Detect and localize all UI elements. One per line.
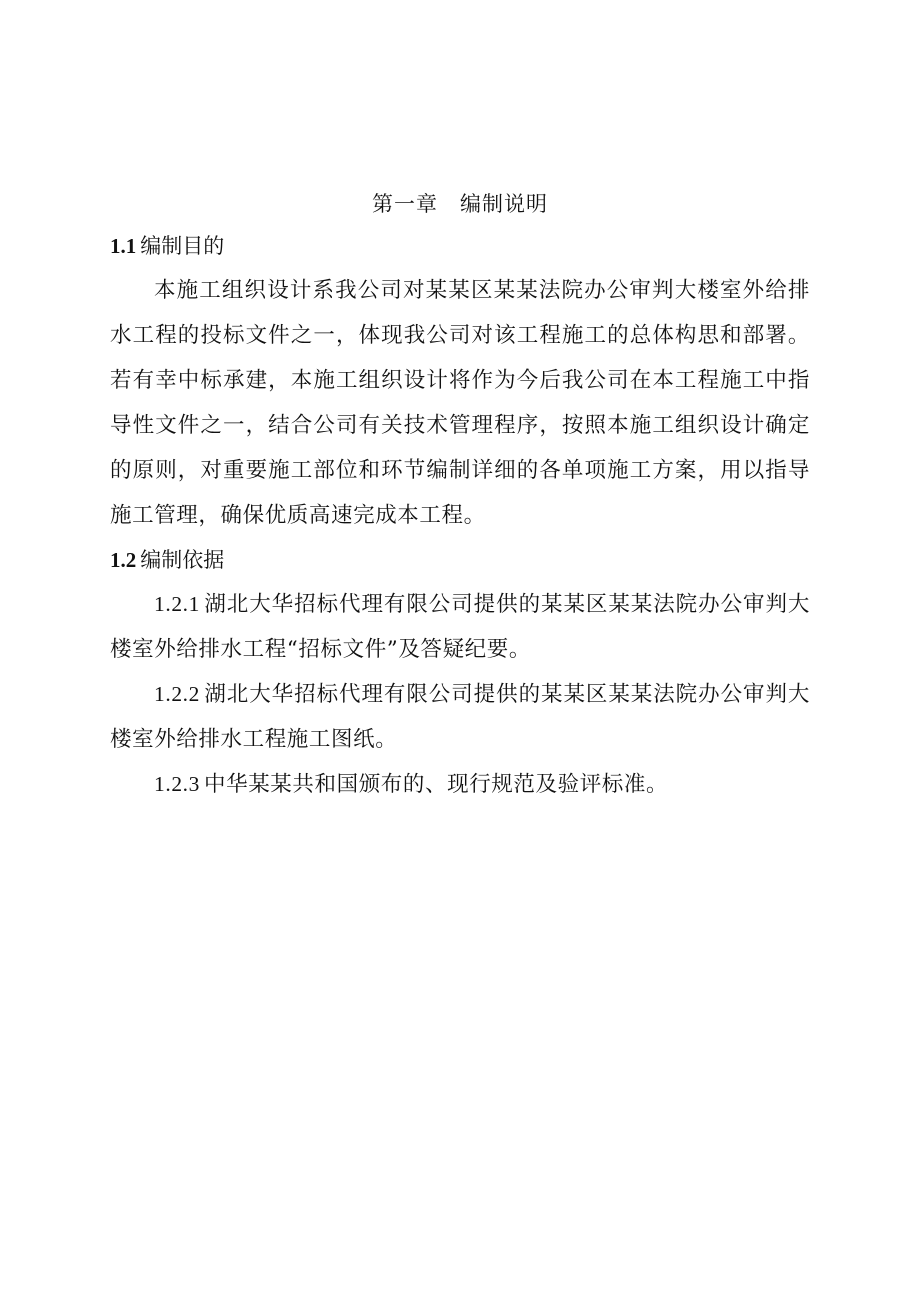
chapter-name: 编制说明 [460, 192, 548, 216]
section-heading-1-2 [110, 538, 810, 582]
section-title: 编制目的 [140, 234, 225, 258]
chapter-title [110, 184, 810, 224]
purpose-paragraph: 本施工组织设计系我公司对某某区某某法院办公审判大楼室外给排水工程的投标文件之一，体现我公司对该工程施工的总体构思和部署。若有幸中标承建，本施工组织设计将作为今后我公司在本工程施工中指导性文件之一，结合公司有关技术管理程序，按照本施工组织设计确定的原则，对重要施工部位和环节编制详细的各单项施工方案，用以指导施工管理，确保优质高速完成本工程。 [110, 278, 810, 528]
section-heading-1-1 [110, 224, 810, 268]
basis-item-1-2-2 [110, 672, 810, 762]
item-number: 1.2.1 [154, 592, 200, 616]
section-number: 1.2 [110, 548, 137, 572]
section-number: 1.1 [110, 234, 137, 258]
item-text: 湖北大华招标代理有限公司提供的某某区某某法院办公审判大楼室外给排水工程施工图纸。 [110, 682, 810, 752]
basis-item-1-2-1 [110, 582, 810, 672]
basis-item-1-2-3 [110, 762, 810, 807]
item-number: 1.2.3 [154, 772, 200, 796]
item-number: 1.2.2 [154, 682, 200, 706]
item-text: 湖北大华招标代理有限公司提供的某某区某某法院办公审判大楼室外给排水工程“招标文件”及答疑纪要。 [110, 592, 810, 662]
item-text: 中华某某共和国颁布的、现行规范及验评标准。 [204, 772, 669, 797]
chapter-number: 第一章 [372, 192, 438, 216]
section-title: 编制依据 [140, 548, 225, 572]
document-body [110, 184, 810, 807]
